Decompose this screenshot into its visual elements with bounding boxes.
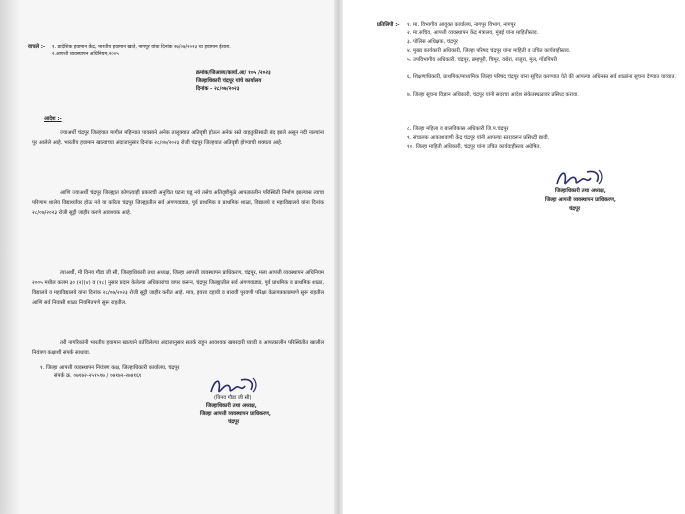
signatory-name: (विनय गौडा जी सी) [214,395,252,401]
reference-line-2: २.आपत्ती व्यवस्थापन अधिनियम,२००५ [52,52,119,57]
reference-label: वाचले :- [28,44,46,50]
copy-item-8: ८. जिल्हा महिला व बालविकास अधिकारी जि.प.चंद्रपूर [407,126,509,132]
copy-item-3: ३. पोलिस अधिक्षक, चंद्रपूर [407,39,458,45]
contact-line-1: १. जिल्हा आपत्ती व्यवस्थापन नियंत्रण कक्ष, जिल्हाधिकारी कार्यालय, चंद्रपूर [40,365,180,371]
paragraph-3: त्याअर्थी, मी विनय गौडा जी सी, जिल्हाधिकारी तथा अध्यक्ष, जिल्हा आपत्ती व्यवस्थापन प्राधिकरण, चंद्रपूर, मला आपत्ती व्यवस्थापन अधिनियम २००५ मधील कलम ३० (२)(v) व (१८) नुसार प्रदान केलेल्या अधिकारांचा वापर करून, चंद्रपूर जिल्ह्यातील सर्व अंगणवाड्या, पूर्व प्राथमिक व प्राथमिक शाळा, विद्यालये व महाविद्यालये यांना दिनांक २८/०७/२०२३ रोजी सुट्टी जाहीर करीत आहे. मात्र, इयत्ता दहावी व बारावी पुरवणी परिक्षा वेळापत्रकाप्रमाणे सुरू राहतील आणि सर्व निवासी शाळा नियमितपणे सुरू राहतील. [32,270,324,306]
right-signatory-place: चंद्रपूर [569,206,581,212]
scan-shadow [0,0,20,514]
signatory-title-2: जिल्हा आपत्ती व्यवस्थापन प्राधिकरण, [200,411,271,417]
copy-item-5: ५. उपविभागीय अधिकारी, चंद्रपूर, ब्रम्हपूरी, चिमूर, वरोरा, राजुरा, मूल, गोंडपिपरी [407,57,557,63]
order-number: क्रमांक/जिआव्य/कार्या.आ/ १०५ /२०२३ [196,70,271,76]
paragraph-4: तरी नागरिकांनी भारतीय हवामान खात्याने वर्तविलेल्या अंदाजानुसार सतर्क राहून आवश्यक खबरदारी घ्यावी व आपत्कालीन परिस्थितीत खालील नियंत्रण कक्षाशी संपर्क साधावा. [32,340,324,356]
signatory-place: चंद्रपूर [228,419,240,425]
order-page-left [0,0,340,514]
copy-item-4: ४. मुख्य कार्यकारी अधिकारी, जिल्हा परिषद चंद्रपूर यांना माहिती व उचित कार्यवाहीस्तव. [407,48,571,54]
right-signatory-title-2: जिल्हा आपत्ती व्यवस्थापन प्राधिकरण, [545,197,616,203]
office-name: जिल्हाधिकारी चंद्रपूर यांचे कार्यालय [196,78,262,84]
right-signatory-title-1: जिल्हाधिकारी तथा अध्यक्ष, [555,188,606,194]
order-heading: आदेश :- [44,116,62,122]
copy-item-7: ७. जिल्हा सूचना विज्ञान अधिकारी, चंद्रपूर यांनी सदरचा आदेश संकेतस्थळावर प्रसिध्द करावा. [407,92,579,98]
order-date: दिनांक - २८/०७/२०२३ [196,86,240,92]
copy-item-9: ९. संचालक आकाशवाणी केंद्र चंद्रपूर यांनी आपल्या स्तरावरून प्रसिध्दी द्यावी. [407,135,550,141]
signatory-title-1: जिल्हाधिकारी तथा अध्यक्ष, [206,403,257,409]
reference-line-1: १. प्रादेशिक हवामान केंद्र, भारतीय हवामान खाते, नागपूर यांचा दिनांक २७/०७/२०२३ चा हवामान ईशारा. [52,45,231,50]
copy-item-1: १. मा. विभागीय आयुक्त कार्यालय, नागपूर विभाग, नागपूर [407,22,516,28]
order-page-right [343,0,685,514]
page-gutter [334,0,343,514]
contact-line-2: संपर्क क्र. ०७१७२-२५१५९७ / ०७१७२-२७४१६१ [54,373,142,379]
copy-item-6: ६. शिक्षणाधिकारी, प्राथमिक/माध्यमिक जिल्हा परिषद चंद्रपूर यांना सूचित करण्यात येते की आपल्या अधिनस्त सर्व शाळांना सुचना देण्यात याव्यात. [407,74,677,80]
copy-item-2: २. मा.सचिव, आपत्ती व्यवस्थापन केंद्र मंत्रालय, मुंबई यांना माहितीस्तव. [407,30,539,36]
paragraph-1: ज्याअर्थी चंद्रपूर जिल्हयात मागील महिन्यात पावसाने अनेक तालुक्यात अतिवृष्टी होऊन अनेक रस्ते वाहतुकीसाठी बंद झाले असून नदी नाल्यांना पूर आलेले आहे. भारतीय हवामान खात्याच्या अंदाजानुसार दिनांक २८/०७/२०२३ रोजी चंद्रपूर जिल्हयात अतिवृष्टी होण्याची शक्यता आहे. [32,130,324,146]
copy-label: प्रतिलिपी :- [377,22,400,28]
copy-item-10: १०. जिल्हा माहिती अधिकारी, चंद्रपूर यांना उचित कार्यवाहीस्तव अग्रेषित. [407,144,542,150]
paragraph-2: आणि ज्याअर्थी चंद्रपूर जिल्ह्यात कोणत्याही प्रकारची अनुचित घटना घडू नये तसेच अतिवृष्टीमुळे आपत्कालीन परिस्थिती निर्माण झाल्यास त्याचा परिणाम शालेय विद्यार्थ्यांवर होऊ नये या करिता चंद्रपूर जिल्ह्यातील सर्व अंगणवाड्या, पूर्व प्राथमिक व प्राथमिक शाळा, विद्यालये व महाविद्यालये यांना दिनांक २८/०७/२०२३ रोजी सुट्टी जाहीर करणे आवश्यक आहे. [32,190,324,216]
